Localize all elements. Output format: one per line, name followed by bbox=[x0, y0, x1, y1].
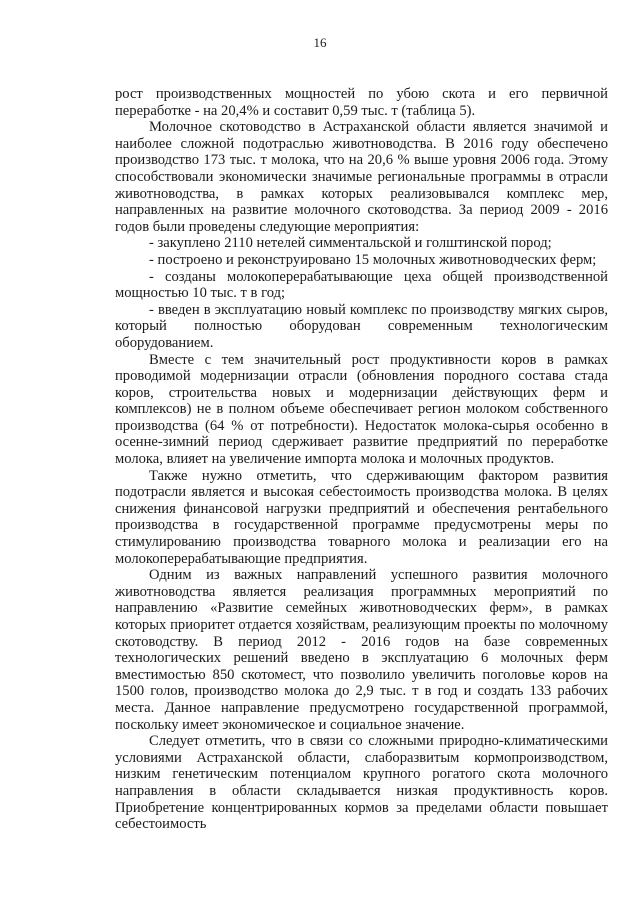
paragraph-productivity: Вместе с тем значительный рост продуктивности коров в рамках проводимой модернизации отрасли (обновления породного состава стада коров, строительства новых и модернизации действующих ферм и комплексов) не в полном объеме обеспечивает регион молоком собственного производства (64 % от потребности). Недостаток молока-сырья особенно в осенне-зимний период сдерживает развитие предприятий по переработке молока, влияет на увеличение импорта молока и молочных продуктов. bbox=[115, 351, 608, 468]
paragraph-cost: Также нужно отметить, что сдерживающим фактором развития подотрасли является и высокая себестоимость производства молока. В целях снижения финансовой нагрузки предприятий и обеспечения рентабельного производства в государственной программе предусмотрены меры по стимулированию производства товарного молока и реализации его на молокоперерабатывающие предприятия. bbox=[115, 467, 608, 567]
paragraph-dairy-overview: Молочное скотоводство в Астраханской области является значимой и наиболее сложной подотраслью животноводства. В 2016 году обеспечено производство 173 тыс. т молока, что на 20,6 % выше уровня 2006 года. Этому способствовали экономически значимые региональные программы в отрасли животноводства, в рамках которых реализовывался комплекс мер, направленных на развитие молочного скотоводства. За период 2009 - 2016 годов были проведены следующие мероприятия: bbox=[115, 119, 608, 235]
paragraph-family-farms: Одним из важных направлений успешного развития молочного животноводства является реализация программных мероприятий по направлению «Развитие семейных животноводческих ферм», в рамках которых приоритет отдается хозяйствам, реализующим проекты по молочному скотоводству. В период 2012 - 2016 годов на базе современных технологических решений введено в эксплуатацию 6 молочных ферм вместимостью 850 скотомест, что позволило увеличить поголовье коров на 1500 голов, производство молока до 2,9 тыс. т в год и создать 133 рабочих места. Данное направление предусмотрено государственной программой, поскольку имеет экономическое и социальное значение. bbox=[115, 567, 608, 733]
paragraph-continuation: рост производственных мощностей по убою скота и его первичной переработке - на 20,4% и составит 0,59 тыс. т (таблица 5). bbox=[115, 86, 608, 119]
body-text bbox=[115, 86, 608, 833]
list-item-heifers: - закуплено 2110 нетелей симментальской и голштинской пород; bbox=[149, 235, 552, 252]
list-item-cheese-complex: - введен в эксплуатацию новый комплекс по производству мягких сыров, который полностью оборудован современным технологическим оборудованием. bbox=[115, 301, 608, 351]
paragraph-climate: Следует отметить, что в связи со сложными природно-климатическими условиями Астраханской области, слаборазвитым кормопроизводством, низким генетическим потенциалом крупного рогатого скота молочного направления в области складывается низкая продуктивность коров. Приобретение концентрированных кормов за пределами области повышает себестоимость bbox=[115, 733, 608, 833]
list-item-processing: - созданы молокоперерабатывающие цеха общей производственной мощностью 10 тыс. т в год; bbox=[115, 268, 608, 302]
list-item-farms: - построено и реконструировано 15 молочных животноводческих ферм; bbox=[149, 251, 597, 268]
page-number: 16 bbox=[313, 35, 327, 50]
